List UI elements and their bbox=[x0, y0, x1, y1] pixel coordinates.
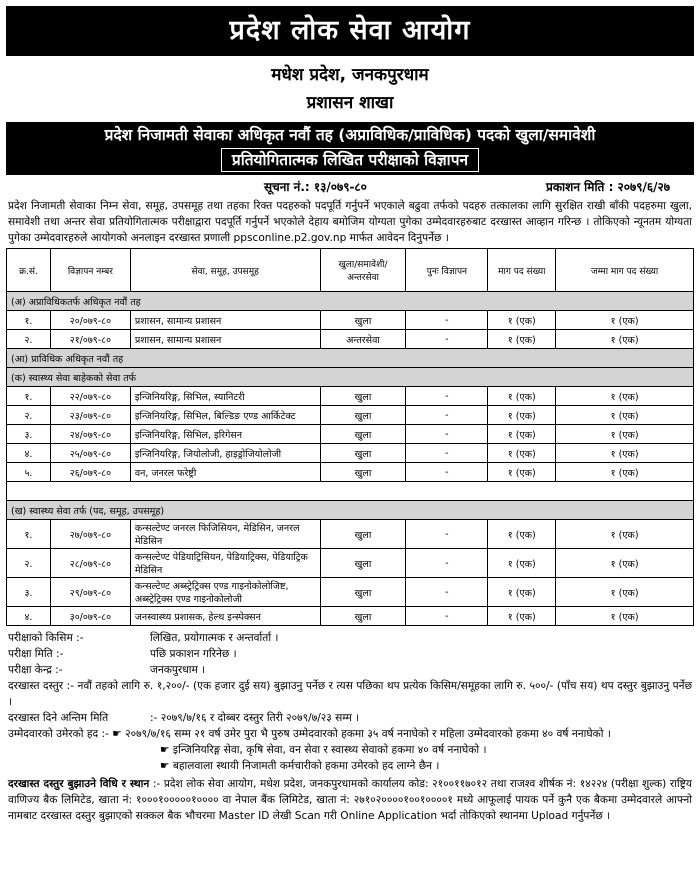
table-row bbox=[7, 387, 694, 406]
table-cell: खुला bbox=[320, 463, 406, 482]
table-cell: २२/०७९-८० bbox=[50, 387, 130, 406]
exam-date-row bbox=[8, 646, 692, 662]
table-cell: २३/०७९-८० bbox=[50, 406, 130, 425]
table-cell: इन्जिनियरिङ्ग, जियोलोजी, हाइड्रोजियोलोजी bbox=[130, 444, 320, 463]
deadline-value: :- २०७९/७/१६ र दोब्बर दस्तुर तिरी २०७९/७/२३ सम्म । bbox=[150, 712, 360, 724]
table-cell: १ (एक) bbox=[556, 444, 694, 463]
table-cell: - bbox=[406, 387, 488, 406]
province-name: मधेश प्रदेश, जनकपुरधाम bbox=[271, 65, 429, 85]
table-cell: १ (एक) bbox=[556, 463, 694, 482]
table-cell: खुला bbox=[320, 425, 406, 444]
age-label: उम्मेदवारको उमेरको हद :- bbox=[8, 728, 109, 740]
table-cell: जनस्वास्थ्य प्रशासक, हेल्थ इन्स्पेक्सन bbox=[130, 607, 320, 626]
table-row bbox=[7, 311, 694, 330]
table-cell: १ (एक) bbox=[488, 578, 556, 607]
section-b-label: (आ) प्राविधिक अधिकृत नवौं तह bbox=[7, 349, 694, 368]
exam-center-label: परीक्षा केन्द्र :- bbox=[8, 664, 63, 676]
table-cell: २५/०७९-८० bbox=[50, 444, 130, 463]
col-header-serial: क्र.सं. bbox=[7, 249, 51, 292]
subsection-b2-label: (ख) स्वास्थ्य सेवा तर्फ (पद, समूह, उपसमूह) bbox=[7, 501, 694, 520]
table-cell: १ (एक) bbox=[556, 425, 694, 444]
deadline-label: दरखास्त दिने अन्तिम मिति bbox=[8, 712, 109, 724]
subsection-b1-label: (क) स्वास्थ्य सेवा बाहेकको सेवा तर्फ bbox=[7, 368, 694, 387]
table-cell: खुला bbox=[320, 311, 406, 330]
intro-paragraph: प्रदेश निजामती सेवाका निम्न सेवा, समूह, उपसमूह तथा तहका रिक्त पदहरुको पदपूर्ति गर्नुपर्ने भएकाले बढुवा तर्फको पदहरु तत्कालका लागि सुरक्षित राखी बाँकी पदहरुमा खुला, समावेशी तथा अन्तर सेवा प्रतियोगितात्मक परीक्षाद्वारा पदपूर्ति गर्नुपर्ने भएकोले देहाय बमोजिम योग्यता पुगेका उम्मेदवारहरुबाट दरखास्त आव्हान गरिन्छ । तोकिएको न्यूनतम योग्यता पुगेका उम्मेदवारहरुले आयोगको अनलाइन दरखास्त प्रणाली ppsconline.p2.gov.np मार्फत आवेदन दिनुपर्नेछ । bbox=[8, 200, 692, 244]
table-cell: १ (एक) bbox=[488, 607, 556, 626]
table-cell: - bbox=[406, 607, 488, 626]
table-cell: अन्तरसेवा bbox=[320, 330, 406, 349]
table-cell: - bbox=[406, 520, 488, 549]
table-row bbox=[7, 406, 694, 425]
exam-type-row bbox=[8, 630, 692, 646]
exam-date-value: पछि प्रकाशन गरिनेछ । bbox=[150, 648, 237, 660]
table-cell: खुला bbox=[320, 520, 406, 549]
notice-meta bbox=[6, 178, 694, 196]
advertisement-heading-line1: प्रदेश निजामती सेवाका अधिकृत नवौं तह (अप्राविधिक/प्राविधिक) पदको खुला/समावेशी bbox=[104, 126, 596, 144]
table-cell: - bbox=[406, 406, 488, 425]
table-cell: कन्सल्टेण्ट जनरल फिजिसियन, मेडिसिन, जनरल मेडिसिन bbox=[130, 520, 320, 549]
fee-row bbox=[8, 678, 692, 710]
table-cell: २१/०७९-८० bbox=[50, 330, 130, 349]
col-header-category: खुला/समावेशी/ अन्तरसेवा bbox=[320, 249, 406, 292]
publish-date: प्रकाशन मिति : २०७९/६/२७ bbox=[546, 180, 670, 194]
branch-name: प्रशासन शाखा bbox=[306, 93, 394, 113]
table-row bbox=[7, 444, 694, 463]
table-cell: २. bbox=[7, 406, 51, 425]
table-cell: १ (एक) bbox=[488, 463, 556, 482]
table-cell: खुला bbox=[320, 607, 406, 626]
table-cell: २. bbox=[7, 549, 51, 578]
table-cell: २७/०७९-८० bbox=[50, 520, 130, 549]
table-cell: - bbox=[406, 463, 488, 482]
bullet-icon: ☛ bbox=[112, 728, 122, 740]
table-cell: १ (एक) bbox=[488, 549, 556, 578]
table-cell: ४. bbox=[7, 444, 51, 463]
section-row bbox=[7, 292, 694, 311]
table-cell: - bbox=[406, 425, 488, 444]
col-header-ad-number: विज्ञापन नम्बर bbox=[50, 249, 130, 292]
table-cell: १ (एक) bbox=[556, 607, 694, 626]
table-cell: १. bbox=[7, 311, 51, 330]
table-cell: १ (एक) bbox=[488, 444, 556, 463]
payment-value: :- प्रदेश लोक सेवा आयोग, मधेश प्रदेश, जनकपुरधामको कार्यालय कोड: २१००११७०१२ तथा राजश्व शीर्षक नं: १४२२४ (परीक्षा शुल्क) राष्ट्रिय वाणिज्य बैक लिमिटेड, खाता नं: १०००१०००००१०००० वा नेपाल बैंक लिमिटेड, खाता नं: २७१०२००००१००१००००१ मध्ये आफूलाई पायक पर्ने कुनै एक बैकमा उम्मेदवारले आफ्नो नामबाट दरखास्त दस्तुर बुझाएको सक्कल बैक भौचरमा Master ID लेखी Scan गरी Online Application भर्दा तोकिएको स्थानमा Upload गर्नुपर्नेछ । bbox=[8, 778, 692, 822]
exam-type-label: परीक्षाको किसिम :- bbox=[8, 632, 84, 644]
table-cell: १ (एक) bbox=[556, 578, 694, 607]
table-cell: ३. bbox=[7, 578, 51, 607]
table-cell: वन, जनरल फरेष्ट्री bbox=[130, 463, 320, 482]
section-a-label: (अ) अप्राविधिकतर्फ अधिकृत नवौं तह bbox=[7, 292, 694, 311]
commission-title: प्रदेश लोक सेवा आयोग bbox=[6, 6, 694, 56]
age-rule-3: बहालवाला स्थायी निजामती कर्मचारीको हकमा उमेरको हद लाग्ने छैन । bbox=[172, 760, 440, 772]
table-row bbox=[7, 330, 694, 349]
table-cell: १ (एक) bbox=[488, 406, 556, 425]
table-cell: प्रशासन, सामान्य प्रशासन bbox=[130, 311, 320, 330]
table-cell: १ (एक) bbox=[488, 387, 556, 406]
table-cell: कन्सल्टेण्ट अब्स्ट्रेट्रिक्स एण्ड गाइनोकोलोजिष्ट, अब्स्ट्रेट्रिक्स एण्ड गाइनोकोलोजी bbox=[130, 578, 320, 607]
col-header-service: सेवा, समूह, उपसमूह bbox=[130, 249, 320, 292]
table-cell: १ (एक) bbox=[488, 520, 556, 549]
table-cell: प्रशासन, सामान्य प्रशासन bbox=[130, 330, 320, 349]
table-cell: ५. bbox=[7, 463, 51, 482]
deadline-row bbox=[8, 710, 692, 726]
table-cell: इन्जिनियरिङ्ग, सिभिल, बिल्डिङ एण्ड आर्किटेक्ट bbox=[130, 406, 320, 425]
vacancy-table bbox=[6, 248, 694, 626]
table-cell: खुला bbox=[320, 578, 406, 607]
table-cell: - bbox=[406, 444, 488, 463]
table-cell: २९/०७९-८० bbox=[50, 578, 130, 607]
table-cell: १ (एक) bbox=[488, 330, 556, 349]
exam-center-row bbox=[8, 662, 692, 678]
age-rule-2-row bbox=[8, 742, 692, 758]
table-cell: ४. bbox=[7, 607, 51, 626]
table-cell: २६/०७९-८० bbox=[50, 463, 130, 482]
fee-value: नवौं तहको लागि रु. १,२००/- (एक हजार दुई सय) बुझाउनु पर्नेछ र त्यस पछिका थप प्रत्येक किसिम/समूहका लागि रु. ५००/- (पाँच सय) थप दस्तुर बुझाउनु पर्नेछ । bbox=[8, 680, 692, 708]
table-row bbox=[7, 463, 694, 482]
table-cell: - bbox=[406, 311, 488, 330]
table-cell: १ (एक) bbox=[556, 330, 694, 349]
table-cell: १. bbox=[7, 387, 51, 406]
advertisement-heading bbox=[6, 122, 694, 175]
table-spacer-cell bbox=[7, 482, 694, 501]
age-rule-1: २०७९/७/१६ सम्म २१ वर्ष उमेर पुरा भै पुरुष उम्मेदवारको हकमा ३५ वर्ष ननाघेको र महिला उम्मेदवारको हकमा ४० वर्ष ननाघेको । bbox=[125, 728, 611, 740]
table-cell: १ (एक) bbox=[488, 311, 556, 330]
bullet-icon: ☛ bbox=[160, 760, 170, 772]
table-cell: १ (एक) bbox=[556, 311, 694, 330]
table-cell: १ (एक) bbox=[556, 406, 694, 425]
table-cell: १ (एक) bbox=[556, 520, 694, 549]
table-cell: ३०/०७९-८० bbox=[50, 607, 130, 626]
table-cell: २. bbox=[7, 330, 51, 349]
notice-number: सूचना नं.: १३/०७९-८० bbox=[264, 180, 367, 194]
payment-label: दरखास्त दस्तुर बुझाउने विधि र स्थान bbox=[8, 778, 150, 790]
table-cell: ३. bbox=[7, 425, 51, 444]
table-cell: १ (एक) bbox=[556, 387, 694, 406]
table-row bbox=[7, 549, 694, 578]
table-cell: खुला bbox=[320, 549, 406, 578]
table-row bbox=[7, 578, 694, 607]
table-cell: १ (एक) bbox=[556, 549, 694, 578]
table-header-row bbox=[7, 249, 694, 292]
table-spacer bbox=[7, 482, 694, 501]
col-header-demand: माग पद संख्या bbox=[488, 249, 556, 292]
subsection-row bbox=[7, 368, 694, 387]
table-cell: २४/०७९-८० bbox=[50, 425, 130, 444]
age-row bbox=[8, 726, 692, 742]
subsection-row bbox=[7, 501, 694, 520]
advertisement-heading-line2: प्रतियोगितात्मक लिखित परीक्षाको विज्ञापन bbox=[221, 148, 479, 172]
exam-type-value: लिखित, प्रयोगात्मक र अन्तर्वार्ता । bbox=[150, 632, 279, 644]
table-cell: - bbox=[406, 578, 488, 607]
table-cell: इन्जिनियरिङ्ग, सिभिल, इरिगेसन bbox=[130, 425, 320, 444]
table-cell: खुला bbox=[320, 444, 406, 463]
table-cell: २०/०७९-८० bbox=[50, 311, 130, 330]
age-rule-3-row bbox=[8, 758, 692, 774]
age-rule-2: इन्जिनियरिङ्ग सेवा, कृषि सेवा, वन सेवा र स्वास्थ्य सेवाको हकमा ४० वर्ष ननाघेको । bbox=[172, 744, 487, 756]
table-cell: खुला bbox=[320, 406, 406, 425]
table-cell: १. bbox=[7, 520, 51, 549]
table-cell: खुला bbox=[320, 387, 406, 406]
col-header-readvert: पुनः विज्ञापन bbox=[406, 249, 488, 292]
table-cell: २८/०७९-८० bbox=[50, 549, 130, 578]
col-header-total-demand: जम्मा माग पद संख्या bbox=[556, 249, 694, 292]
table-cell: कन्सल्टेण्ट पेडियाट्रिसियन, पेडियाट्रिक्स, पेडियाट्रिक मेडिसिन bbox=[130, 549, 320, 578]
table-cell: १ (एक) bbox=[488, 425, 556, 444]
table-row bbox=[7, 425, 694, 444]
bullet-icon: ☛ bbox=[160, 744, 170, 756]
exam-date-label: परीक्षा मिति :- bbox=[8, 648, 64, 660]
section-row bbox=[7, 349, 694, 368]
exam-details bbox=[8, 630, 692, 824]
table-cell: - bbox=[406, 330, 488, 349]
table-cell: इन्जिनियरिङ्ग, सिभिल, स्यानिटरी bbox=[130, 387, 320, 406]
fee-label: दरखास्त दस्तुर :- bbox=[8, 680, 74, 692]
exam-center-value: जनकपुरधाम । bbox=[150, 664, 206, 676]
table-row bbox=[7, 520, 694, 549]
table-row bbox=[7, 607, 694, 626]
payment-row bbox=[8, 776, 692, 824]
table-cell: - bbox=[406, 549, 488, 578]
